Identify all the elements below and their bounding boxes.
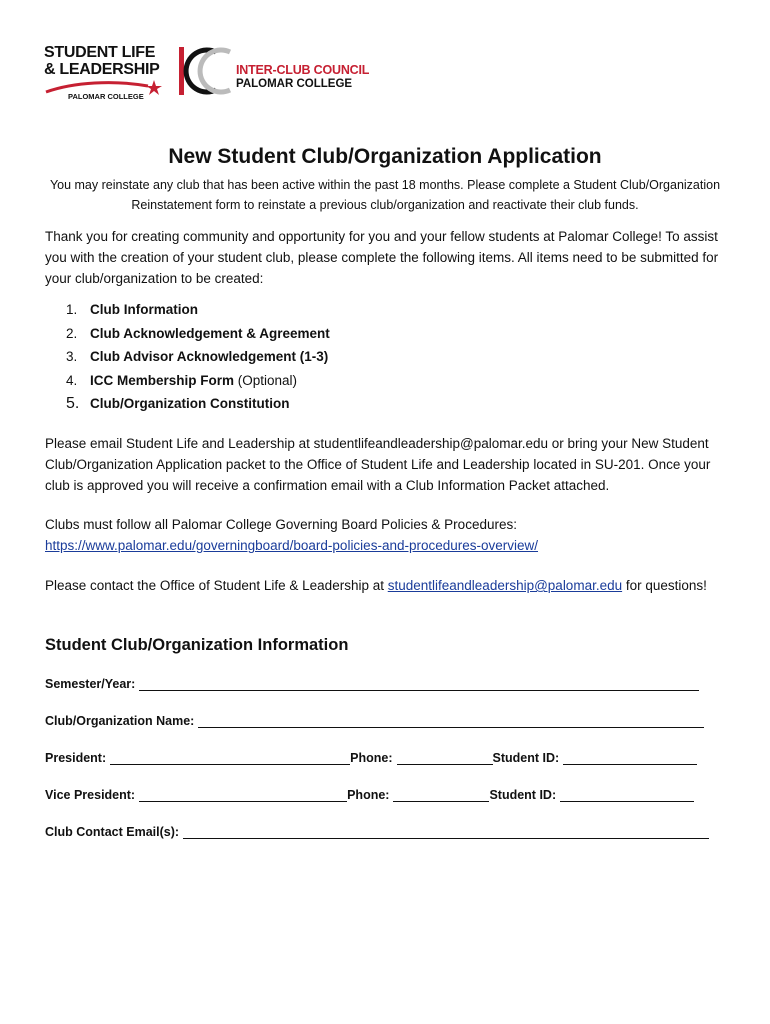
list-number: 3. — [66, 349, 78, 364]
list-item-label: Club Information — [90, 302, 198, 317]
icc-monogram-icon — [176, 44, 236, 100]
student-life-leadership-logo — [44, 44, 164, 104]
contact-paragraph — [45, 575, 735, 596]
president-phone-field[interactable] — [397, 750, 493, 765]
list-number: 2. — [66, 325, 78, 341]
president-phone-label: Phone: — [350, 751, 393, 765]
president-label: President: — [45, 751, 107, 765]
reinstate-notice: You may reinstate any club that has been active within the past 18 months. Please complete a Student Club/Organization Reinstatement form to reinstate a previous club/organization and reactivate their club funds. — [49, 178, 721, 212]
policies-text: Clubs must follow all Palomar College Governing Board Policies & Procedures: — [45, 517, 517, 532]
contact-text-before: Please contact the Office of Student Life & Leadership at — [45, 578, 388, 593]
icc-logo-line2: PALOMAR COLLEGE — [236, 78, 353, 90]
contact-email-link[interactable]: studentlifeandleadership@palomar.edu — [387, 578, 623, 593]
contact-email-row — [45, 824, 725, 839]
vice-president-student-id-field[interactable] — [560, 787, 694, 802]
president-student-id-field[interactable] — [563, 750, 697, 765]
section-title: Student Club/Organization Information — [45, 636, 349, 654]
icc-logo-line1: INTER-CLUB COUNCIL — [236, 63, 370, 77]
vice-president-student-id-label: Student ID: — [489, 788, 557, 802]
vice-president-row — [45, 787, 725, 802]
sll-logo-line3: PALOMAR COLLEGE — [68, 92, 144, 101]
list-item-label: Club Advisor Acknowledgement (1-3) — [90, 349, 329, 364]
contact-text-after: for questions! — [622, 578, 707, 593]
vice-president-label: Vice President: — [45, 788, 136, 802]
president-student-id-label: Student ID: — [492, 751, 560, 765]
list-number: 1. — [66, 302, 78, 317]
required-items-list — [66, 298, 566, 416]
list-item — [66, 369, 566, 393]
vice-president-phone-field[interactable] — [393, 787, 489, 802]
policies-paragraph — [45, 514, 735, 556]
semester-year-field[interactable] — [139, 676, 699, 691]
list-item — [66, 298, 566, 322]
vice-president-phone-label: Phone: — [347, 788, 390, 802]
list-item-label: ICC Membership Form — [90, 372, 235, 388]
list-item — [66, 392, 566, 416]
sll-logo-line1: STUDENT LIFE — [44, 44, 156, 61]
list-item-label: Club Acknowledgement & Agreement — [90, 325, 330, 341]
page-title: New Student Club/Organization Application — [168, 145, 602, 168]
vice-president-field[interactable] — [139, 787, 347, 802]
club-name-field[interactable] — [198, 713, 704, 728]
list-number: 4. — [66, 372, 78, 388]
list-item-label: Club/Organization Constitution — [90, 396, 290, 411]
submission-paragraph: Please email Student Life and Leadership at studentlifeandleadership@palomar.edu or bring your New Student Club/Organization Application packet to the Office of Student Life and Leadership located in SU-201. Once your club is approved you will receive a confirmation email with a Club Information Packet attached. — [45, 436, 711, 493]
contact-email-field[interactable] — [183, 824, 709, 839]
president-field[interactable] — [110, 750, 350, 765]
sll-logo-line2: & LEADERSHIP — [44, 61, 160, 78]
list-item — [66, 345, 566, 369]
club-name-row — [45, 713, 725, 728]
intro-paragraph: Thank you for creating community and opportunity for you and your fellow students at Palomar College! To assist you with the creation of your student club, please complete the following items. All items need to be submitted for your club/organization to be created: — [45, 229, 719, 286]
list-item — [66, 322, 566, 346]
list-item-note: (Optional) — [234, 372, 298, 388]
inter-club-council-logo — [176, 44, 376, 100]
semester-year-row — [45, 676, 725, 691]
president-row — [45, 750, 725, 765]
semester-year-label: Semester/Year: — [45, 677, 136, 691]
club-name-label: Club/Organization Name: — [45, 714, 195, 728]
list-number: 5. — [66, 395, 80, 412]
policies-link[interactable]: https://www.palomar.edu/governingboard/board-policies-and-procedures-overview/ — [45, 538, 539, 553]
contact-email-label: Club Contact Email(s): — [45, 825, 180, 839]
